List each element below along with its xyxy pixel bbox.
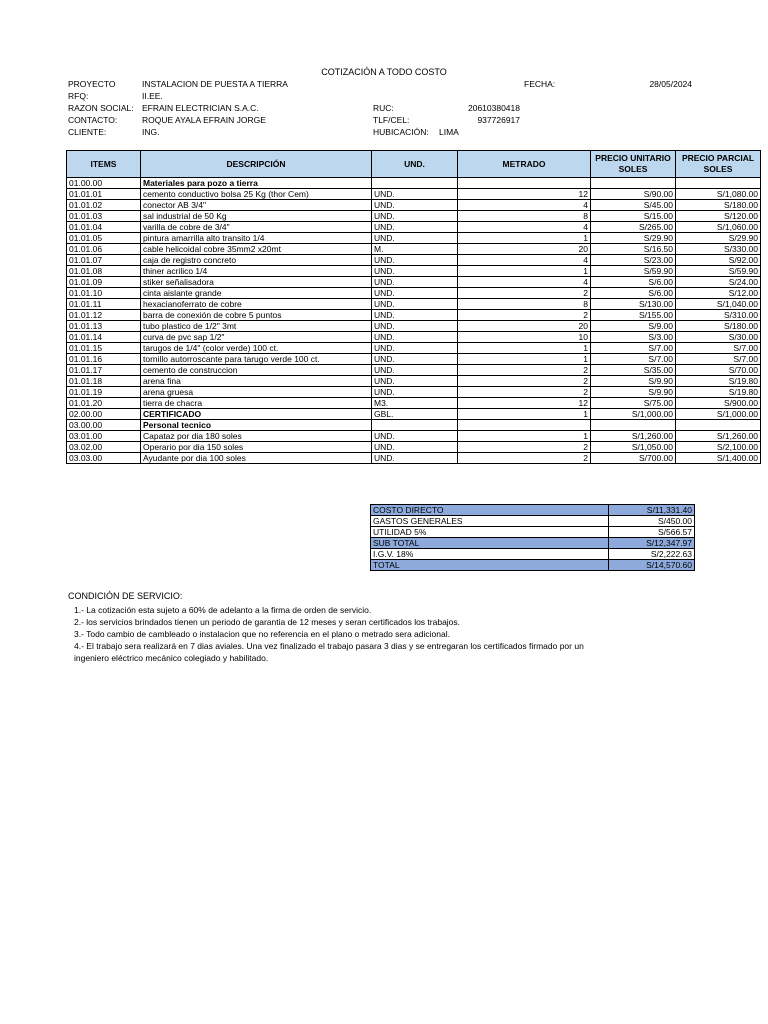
cell-unit: S/1,000.00: [591, 409, 676, 420]
cell-und: UND.: [372, 211, 458, 222]
cliente-value: ING.: [142, 127, 160, 137]
cell-unit: S/9.90: [591, 387, 676, 398]
cell-metrado: 2: [458, 453, 591, 464]
totals-value: S/450.00: [609, 516, 695, 527]
cell-item: 01.01.14: [67, 332, 141, 343]
totals-value: S/14,570.60: [609, 560, 695, 571]
cell-metrado: 2: [458, 442, 591, 453]
cell-unit: S/90.00: [591, 189, 676, 200]
cell-parcial: S/7.00: [676, 343, 761, 354]
cell-item: 01.01.13: [67, 321, 141, 332]
cell-parcial: S/59.90: [676, 266, 761, 277]
condition-line: 3.- Todo cambio de cambleado o instalacion que no referencia en el plano o metrado sera adicional.: [74, 629, 450, 639]
cell-desc: hexacianoferrato de cobre: [141, 299, 372, 310]
cell-item: 02.00.00: [67, 409, 141, 420]
rfq-value: II.EE.: [142, 91, 163, 101]
cell-unit: S/59.90: [591, 266, 676, 277]
items-table: [66, 150, 761, 464]
cell-desc: CERTIFICADO: [141, 409, 372, 420]
cell-item: 01.01.11: [67, 299, 141, 310]
cell-metrado: 4: [458, 222, 591, 233]
cell-unit: S/7.00: [591, 343, 676, 354]
cell-unit: S/9.90: [591, 376, 676, 387]
cell-desc: cinta aislante grande: [141, 288, 372, 299]
cell-und: UND.: [372, 365, 458, 376]
telefono-value: 937726917: [477, 115, 520, 125]
cell-desc: Personal tecnico: [141, 420, 372, 431]
document-title: COTIZACIÓN A TODO COSTO: [321, 67, 447, 77]
cell-metrado: 8: [458, 299, 591, 310]
cell-und: UND.: [372, 376, 458, 387]
cell-desc: stiker señalisadora: [141, 277, 372, 288]
cell-metrado: 10: [458, 332, 591, 343]
column-header-precio-parcial: PRECIO PARCIAL SOLES: [676, 151, 761, 178]
cell-parcial: S/1,260.00: [676, 431, 761, 442]
cell-unit: S/1,050.00: [591, 442, 676, 453]
cell-item: 01.01.12: [67, 310, 141, 321]
cell-item: 01.01.10: [67, 288, 141, 299]
cell-metrado: 1: [458, 409, 591, 420]
cell-unit: S/130.00: [591, 299, 676, 310]
table-row: [67, 442, 761, 453]
cliente-label: CLIENTE:: [68, 127, 107, 137]
table-row: [67, 343, 761, 354]
cell-metrado: 4: [458, 255, 591, 266]
table-row: [67, 409, 761, 420]
cell-item: 01.01.15: [67, 343, 141, 354]
cell-parcial: S/24.00: [676, 277, 761, 288]
cell-parcial: [676, 178, 761, 189]
cell-parcial: S/180.00: [676, 200, 761, 211]
cell-metrado: 2: [458, 376, 591, 387]
cell-item: 03.00.00: [67, 420, 141, 431]
cell-und: M3.: [372, 398, 458, 409]
totals-label: TOTAL: [371, 560, 609, 571]
cell-und: UND.: [372, 442, 458, 453]
cell-metrado: 2: [458, 310, 591, 321]
table-row: [67, 354, 761, 365]
proyecto-label: PROYECTO: [68, 79, 116, 89]
cell-parcial: S/1,000.00: [676, 409, 761, 420]
cell-metrado: 2: [458, 387, 591, 398]
cell-item: 01.01.07: [67, 255, 141, 266]
cell-parcial: [676, 420, 761, 431]
cell-und: UND.: [372, 431, 458, 442]
cell-unit: [591, 178, 676, 189]
cell-metrado: 2: [458, 365, 591, 376]
cell-item: 01.01.06: [67, 244, 141, 255]
cell-und: [372, 420, 458, 431]
cell-parcial: S/29.90: [676, 233, 761, 244]
totals-row: [371, 516, 695, 527]
cell-metrado: 1: [458, 343, 591, 354]
cell-unit: S/265.00: [591, 222, 676, 233]
cell-desc: cemento de construccion: [141, 365, 372, 376]
cell-metrado: 1: [458, 431, 591, 442]
cell-item: 01.01.03: [67, 211, 141, 222]
cell-parcial: S/2,100.00: [676, 442, 761, 453]
column-header-items: ITEMS: [67, 151, 141, 178]
cell-und: UND.: [372, 299, 458, 310]
cell-desc: thiner acrilico 1/4: [141, 266, 372, 277]
cell-desc: pintura amarrilla alto transito 1/4: [141, 233, 372, 244]
cell-item: 01.01.02: [67, 200, 141, 211]
ruc-label: RUC:: [373, 103, 394, 113]
cell-desc: curva de pvc sap 1/2": [141, 332, 372, 343]
cell-desc: arena fina: [141, 376, 372, 387]
cell-metrado: 2: [458, 288, 591, 299]
cell-item: 01.01.16: [67, 354, 141, 365]
cell-metrado: 4: [458, 277, 591, 288]
cell-desc: varilla de cobre de 3/4": [141, 222, 372, 233]
cell-parcial: S/330.00: [676, 244, 761, 255]
cell-parcial: S/120.00: [676, 211, 761, 222]
table-row: [67, 431, 761, 442]
cell-desc: Ayudante por dia 100 soles: [141, 453, 372, 464]
cell-unit: S/15.00: [591, 211, 676, 222]
cell-desc: arena gruesa: [141, 387, 372, 398]
cell-item: 03.02.00: [67, 442, 141, 453]
cell-metrado: 8: [458, 211, 591, 222]
condition-line: ingeniero eléctrico mecánico colegiado y habilitado.: [74, 653, 269, 663]
cell-item: 01.01.09: [67, 277, 141, 288]
cell-und: GBL.: [372, 409, 458, 420]
table-row: [67, 255, 761, 266]
conditions-section: [68, 590, 708, 664]
totals-label: I.G.V. 18%: [371, 549, 609, 560]
cell-desc: tierra de chacra: [141, 398, 372, 409]
cell-parcial: S/30.00: [676, 332, 761, 343]
table-row: [67, 288, 761, 299]
cell-parcial: S/19.80: [676, 376, 761, 387]
column-header-descripcion: DESCRIPCIÓN: [141, 151, 372, 178]
table-header-row: [67, 151, 761, 178]
condition-line: 1.- La cotización esta sujeto a 60% de adelanto a la firma de orden de servicio.: [74, 605, 372, 615]
cell-unit: S/7.00: [591, 354, 676, 365]
cell-unit: S/23.00: [591, 255, 676, 266]
ubicacion-label: HUBICACIÓN:: [373, 127, 429, 137]
cell-parcial: S/310.00: [676, 310, 761, 321]
cell-und: UND.: [372, 266, 458, 277]
cell-item: 01.01.04: [67, 222, 141, 233]
table-row: [67, 387, 761, 398]
cell-unit: S/6.00: [591, 277, 676, 288]
totals-row: [371, 505, 695, 516]
cell-unit: S/700.00: [591, 453, 676, 464]
razon-social-value: EFRAIN ELECTRICIAN S.A.C.: [142, 103, 259, 113]
cell-desc: cemento conductivo bolsa 25 Kg (thor Cem): [141, 189, 372, 200]
table-row: [67, 233, 761, 244]
table-row: [67, 200, 761, 211]
table-row: [67, 376, 761, 387]
table-row: [67, 222, 761, 233]
table-row: [67, 277, 761, 288]
cell-parcial: S/1,060.00: [676, 222, 761, 233]
totals-value: S/12,347.97: [609, 538, 695, 549]
cell-desc: tubo plastico de 1/2" 3mt: [141, 321, 372, 332]
cell-parcial: S/70.00: [676, 365, 761, 376]
cell-desc: tarugos de 1/4" (color verde) 100 ct.: [141, 343, 372, 354]
cell-metrado: 4: [458, 200, 591, 211]
cell-und: UND.: [372, 233, 458, 244]
cell-item: 01.01.08: [67, 266, 141, 277]
cell-item: 01.01.20: [67, 398, 141, 409]
razon-social-label: RAZON SOCIAL:: [68, 103, 134, 113]
cell-und: UND.: [372, 288, 458, 299]
cell-parcial: S/900.00: [676, 398, 761, 409]
cell-desc: Materiales para pozo a tierra: [141, 178, 372, 189]
totals-value: S/566.57: [609, 527, 695, 538]
totals-row: [371, 549, 695, 560]
cell-unit: S/16.50: [591, 244, 676, 255]
table-row: [67, 211, 761, 222]
cell-unit: S/45.00: [591, 200, 676, 211]
cell-desc: Operario por dia 150 soles: [141, 442, 372, 453]
totals-row: [371, 538, 695, 549]
cell-parcial: S/1,040.00: [676, 299, 761, 310]
cell-item: 03.03.00: [67, 453, 141, 464]
totals-label: UTILIDAD 5%: [371, 527, 609, 538]
ruc-value: 20610380418: [467, 103, 520, 113]
items-table-body: [67, 178, 761, 464]
condition-line: 4.- El trabajo sera realizará en 7 dias aviales. Una vez finalizado el trabajo pasara 3 dias y se entregaran los certificados firmado por un: [74, 641, 584, 651]
telefono-label: TLF/CEL:: [373, 115, 410, 125]
cell-metrado: 20: [458, 321, 591, 332]
cell-metrado: 1: [458, 233, 591, 244]
conditions-list: [68, 604, 708, 664]
cell-metrado: [458, 178, 591, 189]
cell-parcial: S/92.00: [676, 255, 761, 266]
table-row: [67, 453, 761, 464]
cell-unit: S/35.00: [591, 365, 676, 376]
totals-label: GASTOS GENERALES: [371, 516, 609, 527]
contacto-value: ROQUE AYALA EFRAIN JORGE: [142, 115, 266, 125]
cell-und: UND.: [372, 343, 458, 354]
cell-item: 01.00.00: [67, 178, 141, 189]
cell-und: UND.: [372, 310, 458, 321]
cell-parcial: S/19.80: [676, 387, 761, 398]
cell-parcial: S/7.00: [676, 354, 761, 365]
cell-metrado: [458, 420, 591, 431]
cell-item: 01.01.19: [67, 387, 141, 398]
cell-und: [372, 178, 458, 189]
cell-metrado: 12: [458, 189, 591, 200]
totals-label: SUB TOTAL: [371, 538, 609, 549]
cell-parcial: S/12.00: [676, 288, 761, 299]
table-row: [67, 398, 761, 409]
cell-desc: sal industrial de 50 Kg: [141, 211, 372, 222]
table-row: [67, 299, 761, 310]
cell-metrado: 1: [458, 354, 591, 365]
cell-item: 01.01.18: [67, 376, 141, 387]
cell-metrado: 12: [458, 398, 591, 409]
cell-unit: S/75.00: [591, 398, 676, 409]
contacto-label: CONTACTO:: [68, 115, 118, 125]
cell-unit: S/1,260.00: [591, 431, 676, 442]
cell-metrado: 20: [458, 244, 591, 255]
cell-unit: [591, 420, 676, 431]
cell-und: M.: [372, 244, 458, 255]
totals-table-body: [371, 505, 695, 571]
table-row: [67, 420, 761, 431]
table-row: [67, 244, 761, 255]
cell-item: 01.01.01: [67, 189, 141, 200]
cell-item: 01.01.17: [67, 365, 141, 376]
cell-und: UND.: [372, 321, 458, 332]
condition-line: 2.- los servicios brindados tienen un periodo de garantia de 12 meses y seran certificados los trabajos.: [74, 617, 461, 627]
cell-unit: S/155.00: [591, 310, 676, 321]
cell-desc: conector AB 3/4": [141, 200, 372, 211]
cell-und: UND.: [372, 387, 458, 398]
cell-parcial: S/180.00: [676, 321, 761, 332]
column-header-precio-unitario: PRECIO UNITARIO SOLES: [591, 151, 676, 178]
cell-unit: S/6.00: [591, 288, 676, 299]
cell-parcial: S/1,080.00: [676, 189, 761, 200]
totals-label: COSTO DIRECTO: [371, 505, 609, 516]
table-row: [67, 266, 761, 277]
cell-und: UND.: [372, 453, 458, 464]
table-row: [67, 310, 761, 321]
cell-und: UND.: [372, 189, 458, 200]
cell-desc: barra de conexión de cobre 5 puntos: [141, 310, 372, 321]
cell-unit: S/9.00: [591, 321, 676, 332]
proyecto-value: INSTALACION DE PUESTA A TIERRA: [142, 79, 288, 89]
table-row: [67, 321, 761, 332]
totals-table: [370, 504, 695, 571]
cell-item: 01.01.05: [67, 233, 141, 244]
table-row: [67, 178, 761, 189]
column-header-metrado: METRADO: [458, 151, 591, 178]
totals-value: S/11,331.40: [609, 505, 695, 516]
cell-und: UND.: [372, 332, 458, 343]
fecha-label: FECHA:: [524, 79, 556, 89]
cell-unit: S/3.00: [591, 332, 676, 343]
cell-und: UND.: [372, 277, 458, 288]
cell-desc: caja de registro concreto: [141, 255, 372, 266]
cell-und: UND.: [372, 255, 458, 266]
cell-item: 03.01.00: [67, 431, 141, 442]
cell-unit: S/29.90: [591, 233, 676, 244]
totals-row: [371, 560, 695, 571]
cell-und: UND.: [372, 354, 458, 365]
totals-value: S/2,222.63: [609, 549, 695, 560]
cell-und: UND.: [372, 222, 458, 233]
fecha-value: 28/05/2024: [649, 79, 692, 89]
table-row: [67, 332, 761, 343]
totals-row: [371, 527, 695, 538]
cell-desc: cable helicoidal cobre 35mm2 x20mt: [141, 244, 372, 255]
cell-desc: Capataz por dia 180 soles: [141, 431, 372, 442]
cell-parcial: S/1,400.00: [676, 453, 761, 464]
ubicacion-value: LIMA: [439, 127, 459, 137]
column-header-und: UND.: [372, 151, 458, 178]
table-row: [67, 189, 761, 200]
cell-desc: tornillo autorroscante para tarugo verde 100 ct.: [141, 354, 372, 365]
table-row: [67, 365, 761, 376]
rfq-label: RFQ:: [68, 91, 89, 101]
cell-metrado: 1: [458, 266, 591, 277]
conditions-heading: CONDICIÓN DE SERVICIO:: [68, 591, 183, 601]
cell-und: UND.: [372, 200, 458, 211]
